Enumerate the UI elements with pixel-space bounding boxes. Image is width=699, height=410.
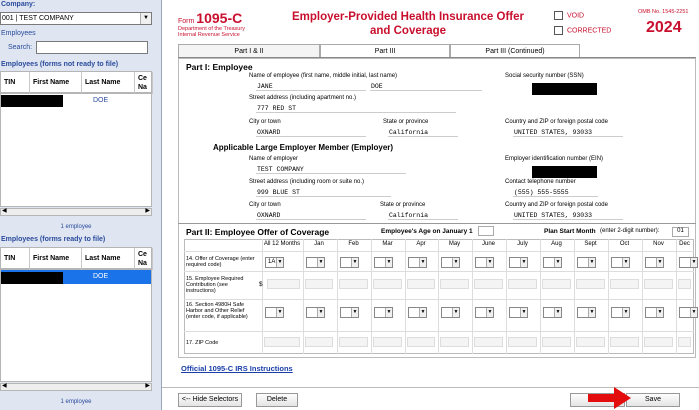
save-button[interactable]: Save bbox=[626, 393, 680, 407]
grid-column-line bbox=[574, 239, 575, 354]
age-input[interactable] bbox=[478, 226, 494, 236]
not-ready-table-header bbox=[0, 71, 152, 93]
month-header: July bbox=[517, 241, 528, 247]
ready-title: Employees (forms ready to file) bbox=[1, 236, 106, 243]
employee-last-name[interactable]: DOE bbox=[370, 82, 482, 91]
col-first-name[interactable]: First Name bbox=[30, 72, 82, 94]
contribution-input[interactable] bbox=[407, 279, 435, 289]
grid-column-line bbox=[371, 239, 372, 354]
tab-part-3[interactable]: Part III bbox=[320, 44, 450, 57]
zip-code-input[interactable] bbox=[542, 337, 571, 347]
grid-column-line bbox=[472, 239, 473, 354]
offer-code-select[interactable] bbox=[265, 257, 284, 268]
chevron-down-icon: ▼ bbox=[487, 309, 493, 315]
safe-harbor-select[interactable] bbox=[441, 307, 460, 318]
zip-code-input[interactable] bbox=[339, 337, 368, 347]
employee-first-name[interactable]: JANE bbox=[256, 82, 366, 91]
corrected-label: CORRECTED bbox=[567, 27, 612, 35]
divider bbox=[178, 223, 696, 224]
chevron-down-icon: ▼ bbox=[277, 309, 283, 315]
void-box[interactable] bbox=[554, 11, 563, 20]
form-title-1: Employer-Provided Health Insurance Offer bbox=[292, 11, 524, 23]
offer-code-select[interactable] bbox=[509, 257, 528, 268]
scroll-left-icon[interactable]: ◀ bbox=[2, 383, 7, 389]
search-label: Search: bbox=[8, 44, 33, 51]
table-row[interactable] bbox=[1, 95, 153, 108]
chevron-down-icon: ▼ bbox=[420, 259, 426, 265]
ready-count: 1 employee bbox=[60, 399, 92, 405]
zip-code-input[interactable] bbox=[407, 337, 435, 347]
contribution-input[interactable] bbox=[678, 279, 691, 289]
plan-start-hint: (enter 2-digit number): bbox=[600, 228, 660, 234]
last-name-cell: DOE bbox=[93, 97, 109, 104]
month-header: Mar bbox=[382, 241, 393, 247]
zip-code-input[interactable] bbox=[373, 337, 402, 347]
zip-code-input[interactable] bbox=[440, 337, 469, 347]
employer-state[interactable]: California bbox=[388, 211, 458, 220]
safe-harbor-select[interactable] bbox=[679, 307, 698, 318]
form-year: 2024 bbox=[646, 19, 682, 36]
tin-redacted bbox=[1, 272, 63, 284]
grid-row-line bbox=[184, 251, 694, 252]
safe-harbor-select[interactable] bbox=[543, 307, 562, 318]
chevron-down-icon: ▼ bbox=[521, 259, 527, 265]
grid-column-line bbox=[405, 239, 406, 354]
field2-label: Social security number (SSN) bbox=[505, 73, 584, 79]
hide-selectors-button[interactable]: <-- Hide Selectors bbox=[178, 393, 242, 407]
chevron-down-icon: ▼ bbox=[555, 309, 561, 315]
row17-label: 17. ZIP Code bbox=[186, 340, 219, 346]
grid-column-line bbox=[337, 239, 338, 354]
omb-number: OMB No. 1545-2251 bbox=[638, 9, 689, 15]
col-last-name[interactable]: Last Name bbox=[82, 248, 135, 270]
offer-code-select[interactable] bbox=[543, 257, 562, 268]
safe-harbor-select[interactable] bbox=[340, 307, 359, 318]
part2-title: Part II: Employee Offer of Coverage bbox=[186, 227, 330, 237]
field1-label: Name of employee (first name, middle initial, last name) bbox=[249, 73, 398, 79]
ssn-redacted[interactable] bbox=[532, 83, 597, 95]
company-value: 001 | TEST COMPANY bbox=[2, 15, 74, 22]
offer-code-select[interactable] bbox=[340, 257, 359, 268]
red-arrow-icon bbox=[588, 386, 632, 410]
chevron-down-icon: ▼ bbox=[386, 309, 392, 315]
field10-label: Contact telephone number bbox=[505, 179, 576, 185]
chevron-down-icon: ▼ bbox=[589, 259, 595, 265]
grid-column-line bbox=[438, 239, 439, 354]
ready-table-header bbox=[0, 247, 152, 269]
grid-row-line bbox=[184, 271, 694, 272]
tab-bar bbox=[178, 44, 696, 58]
chevron-down-icon: ▼ bbox=[487, 259, 493, 265]
scroll-right-icon[interactable]: ▶ bbox=[145, 383, 150, 389]
field7-label: Name of employer bbox=[249, 156, 299, 162]
month-header: Feb bbox=[348, 241, 359, 247]
row15-label: 15. Employee Required Contribution (see instructions) bbox=[186, 276, 244, 294]
employee-state[interactable]: California bbox=[388, 128, 458, 137]
safe-harbor-select[interactable] bbox=[475, 307, 494, 318]
grid-column-line bbox=[642, 239, 643, 354]
void-checkbox[interactable] bbox=[554, 11, 584, 20]
field8-label: Employer identification number (EIN) bbox=[505, 156, 604, 162]
employer-name[interactable]: TEST COMPANY bbox=[256, 165, 406, 174]
horizontal-scrollbar[interactable] bbox=[0, 208, 152, 216]
grid-column-line bbox=[262, 239, 263, 354]
safe-harbor-select[interactable] bbox=[577, 307, 596, 318]
ein-redacted[interactable] bbox=[532, 166, 597, 178]
employer-city[interactable]: OXNARD bbox=[256, 211, 366, 220]
row14-label: 14. Offer of Coverage (enter required code) bbox=[186, 256, 255, 268]
employee-selector-panel bbox=[0, 0, 162, 410]
chevron-down-icon: ▼ bbox=[691, 259, 697, 265]
chevron-down-icon: ▼ bbox=[420, 309, 426, 315]
month-header: Jan bbox=[314, 241, 324, 247]
safe-harbor-select[interactable] bbox=[408, 307, 427, 318]
offer-code-select[interactable] bbox=[679, 257, 698, 268]
not-ready-count: 1 employee bbox=[60, 224, 92, 230]
grid-column-line bbox=[676, 239, 677, 354]
corrected-checkbox[interactable] bbox=[554, 26, 611, 35]
company-label: Company: bbox=[1, 1, 36, 8]
contribution-input[interactable] bbox=[267, 279, 300, 289]
field13-label: Country and ZIP or foreign postal code bbox=[505, 202, 608, 208]
month-header: Dec bbox=[679, 241, 690, 247]
employer-country[interactable]: UNITED STATES, 93033 bbox=[513, 211, 623, 220]
form-title-2: and Coverage bbox=[369, 25, 447, 37]
chevron-down-icon: ▼ bbox=[277, 259, 283, 265]
delete-button[interactable]: Delete bbox=[256, 393, 298, 407]
ready-list bbox=[0, 269, 152, 382]
chevron-down-icon: ▼ bbox=[318, 259, 324, 265]
chevron-down-icon: ▼ bbox=[691, 309, 697, 315]
not-ready-title: Employees (forms not ready to file) bbox=[1, 61, 119, 68]
offer-code-select[interactable] bbox=[611, 257, 630, 268]
chevron-down-icon: ▼ bbox=[521, 309, 527, 315]
grid-column-line bbox=[540, 239, 541, 354]
safe-harbor-select[interactable] bbox=[374, 307, 393, 318]
grid-column-line bbox=[506, 239, 507, 354]
offer-code-value: 1A bbox=[268, 259, 276, 265]
chevron-down-icon: ▼ bbox=[657, 259, 663, 265]
void-label: VOID bbox=[567, 12, 585, 20]
dept-line-1: Department of the Treasury bbox=[178, 26, 245, 32]
field3-label: Street address (including apartment no.) bbox=[249, 95, 357, 101]
chevron-down-icon: ▼ bbox=[623, 309, 629, 315]
zip-code-input[interactable] bbox=[610, 337, 639, 347]
safe-harbor-select[interactable] bbox=[265, 307, 284, 318]
offer-code-select[interactable] bbox=[475, 257, 494, 268]
employer-phone[interactable]: (555) 555-5555 bbox=[513, 188, 598, 197]
chevron-down-icon: ▼ bbox=[318, 309, 324, 315]
contribution-input[interactable] bbox=[474, 279, 503, 289]
contribution-input[interactable] bbox=[610, 279, 639, 289]
month-header: May bbox=[448, 241, 461, 247]
month-header: Oct bbox=[619, 241, 630, 247]
chevron-down-icon: ▼ bbox=[657, 309, 663, 315]
grid-row-line bbox=[184, 331, 694, 332]
contribution-input[interactable] bbox=[576, 279, 605, 289]
field4-label: City or town bbox=[249, 119, 281, 125]
dept-line-2: Internal Revenue Service bbox=[178, 32, 240, 38]
col-tin[interactable]: TIN bbox=[1, 72, 30, 94]
contribution-input[interactable] bbox=[644, 279, 673, 289]
zip-code-input[interactable] bbox=[474, 337, 503, 347]
chevron-down-icon: ▼ bbox=[589, 309, 595, 315]
zip-code-input[interactable] bbox=[576, 337, 605, 347]
offer-code-select[interactable] bbox=[408, 257, 427, 268]
month-header: Apr bbox=[416, 241, 426, 247]
part1-title: Part I: Employee bbox=[186, 62, 253, 72]
table-row[interactable] bbox=[1, 270, 151, 284]
offer-code-select[interactable] bbox=[577, 257, 596, 268]
search-input[interactable] bbox=[36, 41, 148, 54]
chevron-down-icon: ▼ bbox=[386, 259, 392, 265]
tab-part-3-continued[interactable]: Part III (Continued) bbox=[450, 44, 580, 57]
row16-label: 16. Section 4980H Safe Harbor and Other Relief (enter code, if applicable) bbox=[186, 302, 248, 320]
month-header: Nov bbox=[653, 241, 664, 247]
dollar-sign: $ bbox=[259, 281, 263, 288]
employer-street[interactable]: 999 BLUE ST bbox=[256, 188, 391, 197]
col-ce-na[interactable]: Ce Na bbox=[135, 248, 153, 270]
employees-label: Employees bbox=[1, 30, 36, 37]
safe-harbor-select[interactable] bbox=[509, 307, 528, 318]
form-label: Form bbox=[178, 18, 195, 25]
field5-label: State or province bbox=[383, 119, 429, 125]
contribution-input[interactable] bbox=[305, 279, 333, 289]
offer-code-select[interactable] bbox=[645, 257, 664, 268]
chevron-down-icon: ▼ bbox=[623, 259, 629, 265]
field12-label: State or province bbox=[380, 202, 426, 208]
month-header: Aug bbox=[551, 241, 562, 247]
company-select[interactable] bbox=[0, 12, 152, 25]
grid-row-line bbox=[184, 299, 694, 300]
field9-label: Street address (including room or suite no.) bbox=[249, 179, 365, 185]
zip-code-input[interactable] bbox=[678, 337, 691, 347]
contribution-input[interactable] bbox=[373, 279, 402, 289]
col-ce-na[interactable]: Ce Na bbox=[135, 72, 153, 94]
plan-start-label: Plan Start Month bbox=[544, 228, 596, 235]
month-header: Sept bbox=[584, 241, 597, 247]
scroll-left-icon[interactable]: ◀ bbox=[2, 208, 7, 214]
col-tin[interactable]: TIN bbox=[1, 248, 30, 270]
form-number-block bbox=[178, 10, 242, 26]
employer-title: Applicable Large Employer Member (Employer) bbox=[213, 143, 394, 152]
not-ready-list bbox=[0, 93, 152, 207]
chevron-down-icon: ▼ bbox=[453, 259, 459, 265]
last-name-cell: DOE bbox=[93, 273, 109, 280]
form-number: 1095-C bbox=[196, 10, 243, 26]
employee-city[interactable]: OXNARD bbox=[256, 128, 366, 137]
field11-label: City or town bbox=[249, 202, 281, 208]
zip-code-input[interactable] bbox=[264, 337, 300, 347]
tin-redacted bbox=[1, 95, 63, 107]
horizontal-scrollbar[interactable] bbox=[0, 383, 152, 391]
field6-label: Country and ZIP or foreign postal code bbox=[505, 119, 608, 125]
grid-column-line bbox=[608, 239, 609, 354]
chevron-down-icon: ▼ bbox=[140, 13, 151, 24]
contribution-input[interactable] bbox=[339, 279, 368, 289]
grid-column-line bbox=[303, 239, 304, 354]
chevron-down-icon: ▼ bbox=[352, 309, 358, 315]
chevron-down-icon: ▼ bbox=[352, 259, 358, 265]
zip-code-input[interactable] bbox=[644, 337, 673, 347]
employee-country[interactable]: UNITED STATES, 93033 bbox=[513, 128, 623, 137]
age-label: Employee's Age on January 1 bbox=[381, 228, 473, 235]
month-header: All 12 Months bbox=[263, 241, 301, 247]
irs-instructions-link[interactable]: Official 1095-C IRS Instructions bbox=[181, 364, 293, 373]
offer-code-select[interactable] bbox=[441, 257, 460, 268]
offer-code-select[interactable] bbox=[306, 257, 325, 268]
contribution-input[interactable] bbox=[508, 279, 537, 289]
scroll-right-icon[interactable]: ▶ bbox=[145, 208, 150, 214]
month-header: June bbox=[481, 241, 495, 247]
employee-street[interactable]: 777 RED ST bbox=[256, 104, 456, 113]
contribution-input[interactable] bbox=[542, 279, 571, 289]
offer-code-select[interactable] bbox=[374, 257, 393, 268]
chevron-down-icon: ▼ bbox=[453, 309, 459, 315]
safe-harbor-select[interactable] bbox=[611, 307, 630, 318]
contribution-input[interactable] bbox=[440, 279, 469, 289]
corrected-box[interactable] bbox=[554, 26, 563, 35]
tab-part-1-2[interactable]: Part I & II bbox=[178, 44, 320, 57]
safe-harbor-select[interactable] bbox=[306, 307, 325, 318]
zip-code-input[interactable] bbox=[305, 337, 333, 347]
safe-harbor-select[interactable] bbox=[645, 307, 664, 318]
col-first-name[interactable]: First Name bbox=[30, 248, 82, 270]
zip-code-input[interactable] bbox=[508, 337, 537, 347]
chevron-down-icon: ▼ bbox=[555, 259, 561, 265]
col-last-name[interactable]: Last Name bbox=[82, 72, 135, 94]
plan-start-input[interactable]: 01 bbox=[672, 227, 689, 237]
